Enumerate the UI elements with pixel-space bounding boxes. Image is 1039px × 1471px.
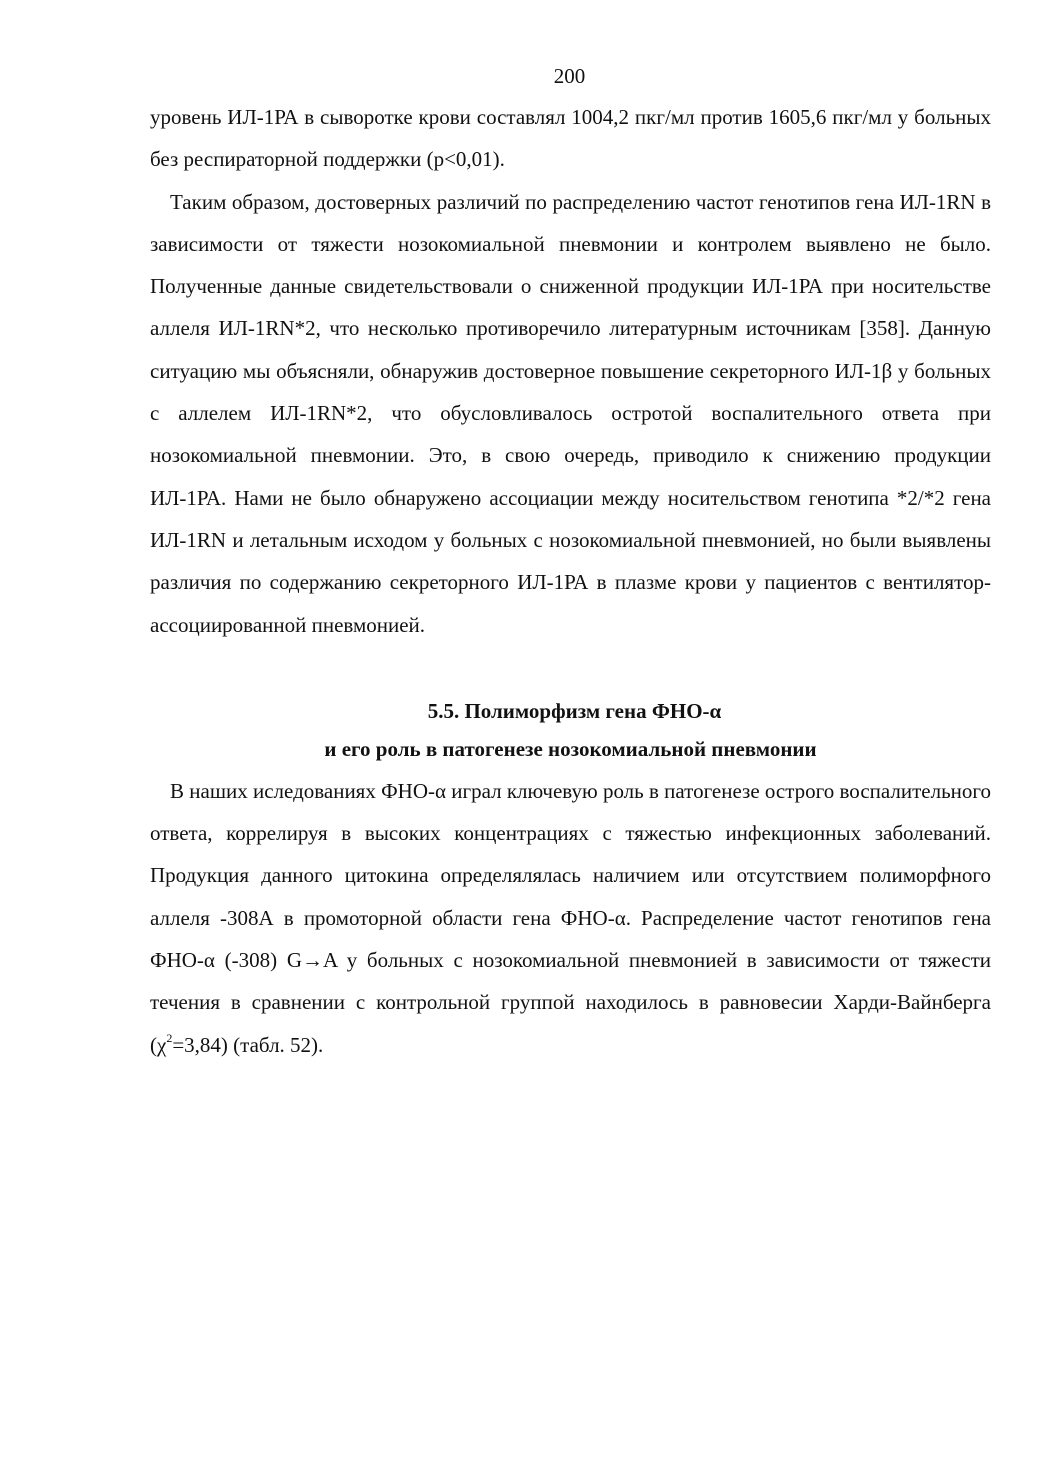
paragraph-summary: Таким образом, достоверных различий по распределению частот генотипов гена ИЛ-1RN в зависимости от тяжести нозокомиальной пневмонии и контролем выявлено не было. Полученные данные свидетельствовали о сниженной продукции ИЛ-1РА при носительстве аллеля ИЛ-1RN*2, что несколько противоречило литературным источникам [358]. Данную ситуацию мы объясняли, обнаружив достоверное повышение секреторного ИЛ-1β у больных с аллелем ИЛ-1RN*2, что обусловливалось остротой воспалительного ответа при нозокомиальной пневмонии. Это, в свою очередь, приводило к снижению продукции ИЛ-1РА. Нами не было обнаружено ассоциации между носительством генотипа *2/*2 гена ИЛ-1RN и летальным исходом у больных с нозокомиальной пневмонией, но были выявлены различия по содержанию секреторного ИЛ-1РА в плазме крови у пациентов с вентилятор-ассоциированной пневмонией. [150, 189, 991, 637]
page-number: 200 [553, 64, 586, 88]
paragraph-tnf-alpha-tail: =3,84) (табл. 52). [172, 1032, 324, 1057]
paragraph-tnf-alpha-text: В наших иследованиях ФНО-α играл ключевую роль в патогенезе острого воспалительного ответа, коррелируя в высоких концентрациях с тяжестью инфекционных заболеваний. Продукция данного цитокина определялялась наличием или отсутствием полиморфного аллеля -308А в промоторной области гена ФНО-α. Распределение частот генотипов гена ФНО-α (-308) G→A у больных с нозокомиальной пневмонией в зависимости от тяжести течения в сравнении с контрольной группой находилось в равновесии Харди-Вайнберга (χ [150, 778, 991, 1057]
page-body [150, 96, 991, 1066]
paragraph-continuation: уровень ИЛ-1РА в сыворотке крови составлял 1004,2 пкг/мл против 1605,6 пкг/мл у больных без респираторной поддержки (р<0,01). [150, 105, 991, 172]
chi-square-superscript: 2 [166, 1030, 173, 1045]
section-heading-line-2: и его роль в патогенезе нозокомиальной пневмонии [324, 736, 817, 761]
section-heading [150, 692, 991, 768]
paragraph-tnf-alpha [150, 770, 991, 1066]
section-heading-line-1: 5.5. Полиморфизм гена ФНО-α [427, 698, 722, 723]
